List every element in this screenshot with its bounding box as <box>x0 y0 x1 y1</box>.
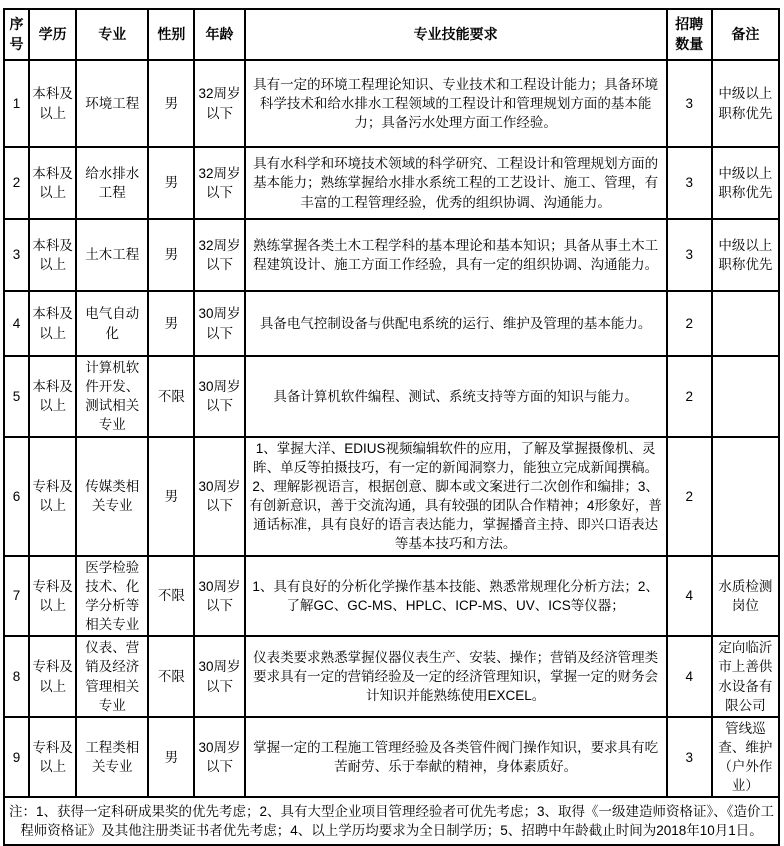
cell-remark <box>712 291 779 356</box>
table-row <box>4 717 779 798</box>
recruitment-table <box>3 8 780 846</box>
cell-count: 3 <box>667 219 712 291</box>
cell-count: 4 <box>667 636 712 717</box>
cell-remark: 中级以上职称优先 <box>712 147 779 219</box>
footnote-row <box>4 797 779 845</box>
cell-requirements: 熟练掌握各类土木工程学科的基本理论和基本知识；具备从事土木工程建筑设计、施工方面工作经验，具有一定的组织协调、沟通能力。 <box>245 219 667 291</box>
cell-education: 本科及以上 <box>29 291 76 356</box>
cell-age: 32周岁以下 <box>194 219 244 291</box>
cell-requirements: 仪表类要求熟悉掌握仪器仪表生产、安装、操作；营销及经济管理类要求具有一定的营销经验及一定的经济管理知识，掌握一定的财务会计知识并能熟练使用EXCEL。 <box>245 636 667 717</box>
cell-education: 专科及以上 <box>29 636 76 717</box>
header-education: 学历 <box>29 9 76 60</box>
table-row <box>4 636 779 717</box>
cell-count: 2 <box>667 437 712 556</box>
table-row <box>4 147 779 219</box>
cell-remark: 管线巡查、维护（户外作业） <box>712 717 779 798</box>
cell-count: 3 <box>667 717 712 798</box>
cell-no: 9 <box>4 717 29 798</box>
cell-count: 4 <box>667 556 712 637</box>
table-row <box>4 291 779 356</box>
footnote: 注：1、获得一定科研成果奖的优先考虑；2、具有大型企业项目管理经验者可优先考虑；3、取得《一级建造师资格证》、《造价工程师资格证》及其他注册类证书者优先考虑；4、以上学历均要求为全日制学历；5、招聘中年龄截止时间为2018年10月1日。 <box>4 797 779 845</box>
cell-requirements: 具有一定的环境工程理论知识、专业技术和工程设计能力；具备环境科学技术和给水排水工程领域的工程设计和管理规划方面的基本能力；具备污水处理方面工作经验。 <box>245 60 667 147</box>
cell-no: 8 <box>4 636 29 717</box>
cell-requirements: 掌握一定的工程施工管理经验及各类管件阀门操作知识，要求具有吃苦耐劳、乐于奉献的精神，身体素质好。 <box>245 717 667 798</box>
cell-remark <box>712 437 779 556</box>
cell-gender: 不限 <box>148 636 194 717</box>
cell-gender: 男 <box>148 437 194 556</box>
cell-age: 30周岁以下 <box>194 717 244 798</box>
cell-age: 30周岁以下 <box>194 356 244 437</box>
header-age: 年龄 <box>194 9 244 60</box>
header-gender: 性别 <box>148 9 194 60</box>
cell-gender: 男 <box>148 147 194 219</box>
cell-major: 给水排水工程 <box>76 147 148 219</box>
cell-requirements: 1、掌握大洋、EDIUS视频编辑软件的应用，了解及掌握摄像机、灵眸、单反等拍摄技巧，有一定的新闻洞察力，能独立完成新闻撰稿。2、理解影视语言，根据创意、脚本或文案进行二次创作和编排；3、有创新意识，善于交流沟通，具有较强的团队合作精神；4形象好，普通话标准，具有良好的语言表达能力，掌握播音主持、即兴口语表达等基本技巧和方法。 <box>245 437 667 556</box>
cell-remark: 水质检测岗位 <box>712 556 779 637</box>
cell-age: 32周岁以下 <box>194 147 244 219</box>
cell-gender: 男 <box>148 60 194 147</box>
cell-major: 医学检验技术、化学分析等相关专业 <box>76 556 148 637</box>
cell-requirements: 具备电气控制设备与供配电系统的运行、维护及管理的基本能力。 <box>245 291 667 356</box>
cell-gender: 男 <box>148 717 194 798</box>
cell-requirements: 具有水科学和环境技术领域的科学研究、工程设计和管理规划方面的基本能力；熟练掌握给水排水系统工程的工艺设计、施工、管理，有丰富的工程管理经验，优秀的组织协调、沟通能力。 <box>245 147 667 219</box>
cell-age: 30周岁以下 <box>194 437 244 556</box>
table-row <box>4 437 779 556</box>
cell-age: 30周岁以下 <box>194 291 244 356</box>
cell-major: 仪表、营销及经济管理相关专业 <box>76 636 148 717</box>
cell-major: 传媒类相关专业 <box>76 437 148 556</box>
cell-age: 32周岁以下 <box>194 60 244 147</box>
header-no: 序号 <box>4 9 29 60</box>
cell-remark: 中级以上职称优先 <box>712 60 779 147</box>
cell-gender: 男 <box>148 291 194 356</box>
cell-gender: 男 <box>148 219 194 291</box>
cell-no: 4 <box>4 291 29 356</box>
cell-major: 环境工程 <box>76 60 148 147</box>
cell-education: 专科及以上 <box>29 437 76 556</box>
cell-no: 7 <box>4 556 29 637</box>
cell-age: 30周岁以下 <box>194 556 244 637</box>
cell-education: 专科及以上 <box>29 717 76 798</box>
cell-education: 本科及以上 <box>29 356 76 437</box>
cell-count: 3 <box>667 60 712 147</box>
header-remark: 备注 <box>712 9 779 60</box>
cell-no: 6 <box>4 437 29 556</box>
cell-no: 1 <box>4 60 29 147</box>
cell-count: 2 <box>667 291 712 356</box>
cell-count: 2 <box>667 356 712 437</box>
cell-age: 30周岁以下 <box>194 636 244 717</box>
cell-remark: 定向临沂市上善供水设备有限公司 <box>712 636 779 717</box>
table-row <box>4 356 779 437</box>
cell-gender: 不限 <box>148 556 194 637</box>
header-count: 招聘数量 <box>667 9 712 60</box>
header-requirements: 专业技能要求 <box>245 9 667 60</box>
cell-education: 专科及以上 <box>29 556 76 637</box>
cell-no: 5 <box>4 356 29 437</box>
table-row <box>4 219 779 291</box>
cell-remark: 中级以上职称优先 <box>712 219 779 291</box>
cell-major: 电气自动化 <box>76 291 148 356</box>
header-row <box>4 9 779 60</box>
cell-count: 3 <box>667 147 712 219</box>
cell-remark <box>712 356 779 437</box>
cell-requirements: 具备计算机软件编程、测试、系统支持等方面的知识与能力。 <box>245 356 667 437</box>
cell-education: 本科及以上 <box>29 147 76 219</box>
cell-gender: 不限 <box>148 356 194 437</box>
header-major: 专业 <box>76 9 148 60</box>
cell-education: 本科及以上 <box>29 219 76 291</box>
cell-requirements: 1、具有良好的分析化学操作基本技能、熟悉常规理化分析方法；2、了解GC、GC-MS、HPLC、ICP-MS、UV、ICS等仪器； <box>245 556 667 637</box>
cell-education: 本科及以上 <box>29 60 76 147</box>
table-row <box>4 556 779 637</box>
cell-major: 工程类相关专业 <box>76 717 148 798</box>
cell-major: 计算机软件开发、测试相关专业 <box>76 356 148 437</box>
cell-major: 土木工程 <box>76 219 148 291</box>
cell-no: 2 <box>4 147 29 219</box>
cell-no: 3 <box>4 219 29 291</box>
table-row <box>4 60 779 147</box>
